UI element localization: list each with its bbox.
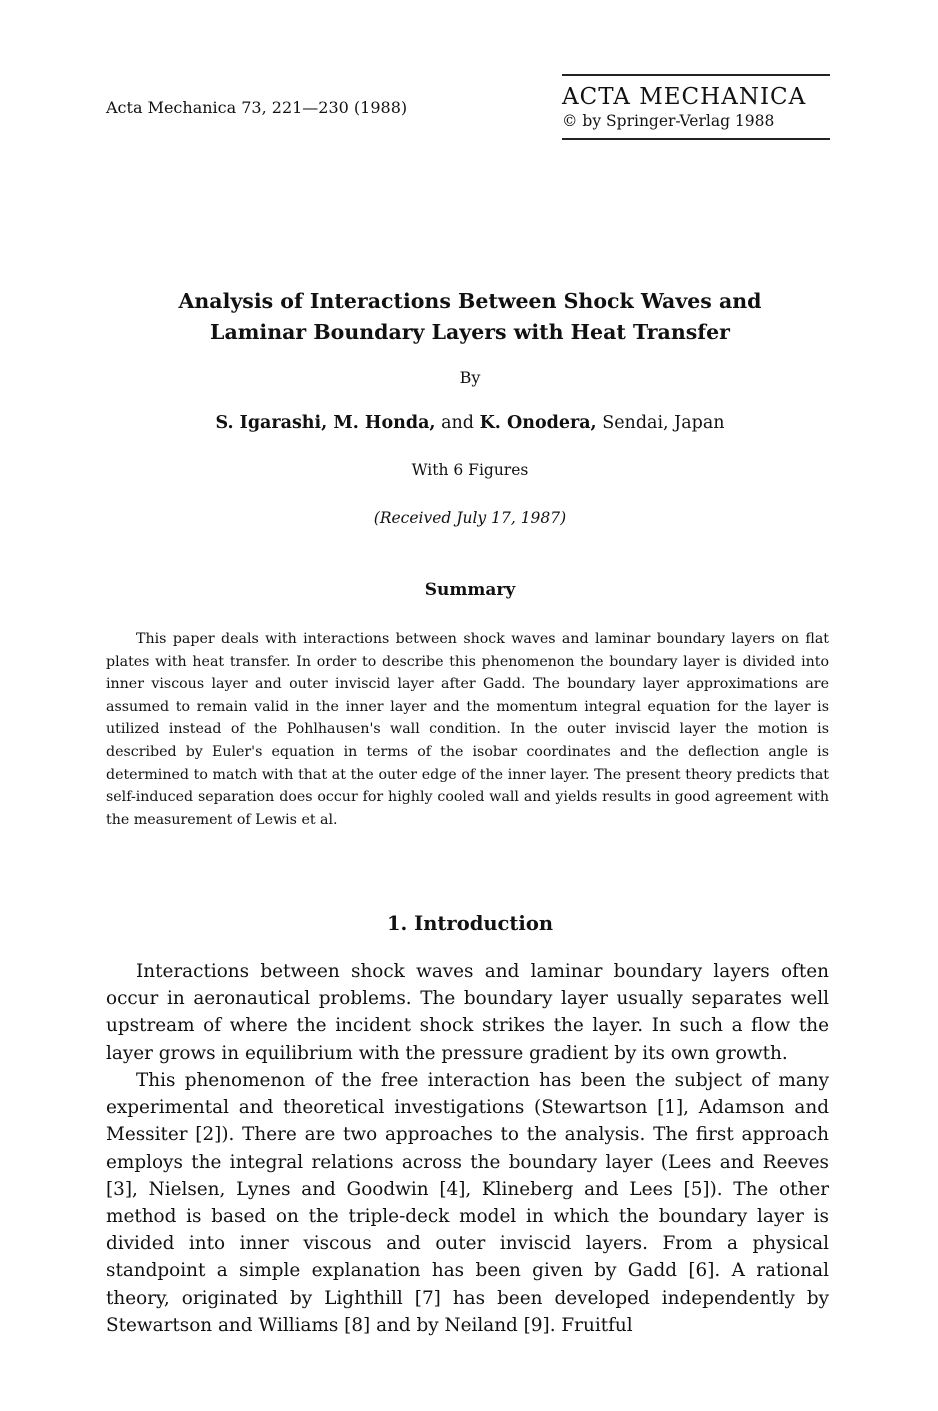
authors-and: and (435, 413, 480, 433)
byline-by: By (459, 368, 481, 387)
authors-location: Sendai, Japan (596, 413, 725, 433)
introduction-paragraph-2: This phenomenon of the free interaction has been the subject of many experimental and theoretical investigations (Stewartson [1], Adamson and Messiter [2]). There are two approaches to the analysis. The first approach employs the integral relations across the boundary layer (Lees and Reeves [3], Nielsen, Lynes and Goodwin [4], Klineberg and Lees [5]). The other method is based on the triple-deck model in which the boundary layer is divided into inner viscous and outer inviscid layers. From a physical standpoint a simple explanation has been given by Gadd [6]. A rational theory, originated by Lighthill [7] has been developed independently by Stewartson and Williams [8] and by Neiland [9]. Fruitful (106, 1070, 829, 1336)
masthead-top-rule (562, 74, 830, 76)
journal-masthead (562, 74, 830, 140)
title-line-1: Analysis of Interactions Between Shock Waves and (178, 289, 762, 313)
authors-secondary: K. Onodera, (479, 413, 597, 433)
title-line-2: Laminar Boundary Layers with Heat Transfer (210, 320, 730, 344)
masthead-copyright: © by Springer-Verlag 1988 (562, 112, 775, 130)
author-list (140, 413, 800, 433)
masthead-bottom-rule (562, 138, 830, 140)
journal-citation: Acta Mechanica 73, 221—230 (1988) (106, 98, 408, 117)
authors-primary: S. Igarashi, M. Honda, (215, 413, 436, 433)
summary-heading: Summary (424, 580, 516, 600)
summary-text: This paper deals with interactions between shock waves and laminar boundary layers on flat plates with heat transfer. In order to describe this phenomenon the boundary layer is divided into inner viscous layer and outer inviscid layer after Gadd. The boundary layer approximations are assumed to remain valid in the inner layer and the momentum integral equation for the layer is utilized instead of the Pohlhausen's wall condition. In the outer inviscid layer the motion is described by Euler's equation in terms of the isobar coordinates and the deflection angle is determined to match with that at the outer edge of the inner layer. The present theory predicts that self-induced separation does occur for highly cooled wall and yields results in good agreement with the measurement of Lewis et al. (106, 631, 829, 828)
received-date: (Received July 17, 1987) (373, 509, 567, 527)
introduction-heading: 1. Introduction (386, 912, 554, 935)
introduction-paragraph-1: Interactions between shock waves and laminar boundary layers often occur in aeronautical problems. The boundary layer usually separates well upstream of where the incident shock strikes the layer. In such a flow the layer grows in equilibrium with the pressure gradient by its own growth. (106, 961, 829, 1064)
masthead-title: ACTA MECHANICA (562, 84, 807, 110)
figures-note: With 6 Figures (411, 461, 529, 479)
article-title (140, 286, 800, 348)
